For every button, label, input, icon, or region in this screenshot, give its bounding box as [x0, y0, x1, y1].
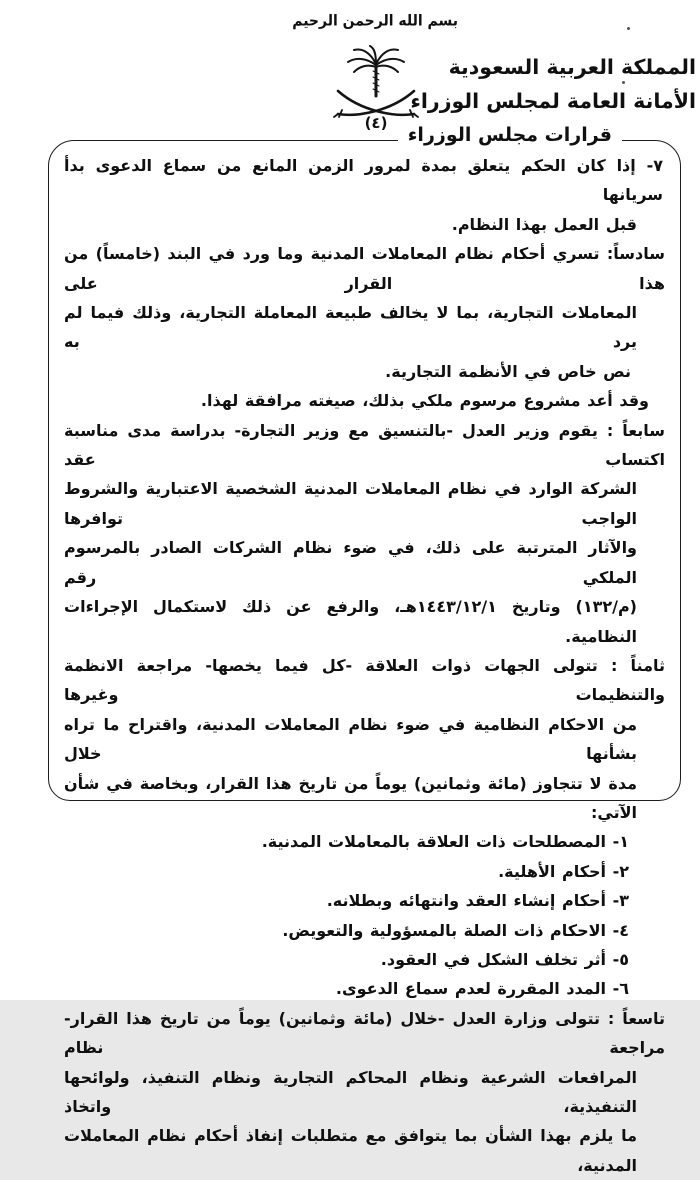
header-org-block: [410, 50, 696, 118]
doc-line: مدة لا تتجاوز (مائة وثمانين) يوماً من تاريخ هذا القرار، وبخاصة في شأن الآتي:: [64, 773, 637, 822]
section-title-calligraphy: قرارات مجلس الوزراء: [398, 124, 622, 146]
doc-line: ما يلزم بهذا الشأن بما يتوافق مع متطلبات إنفاذ أحكام نظام المعاملات المدنية،: [64, 1126, 637, 1175]
scan-speck: [627, 27, 630, 30]
doc-line: نص خاص في الأنظمة التجارية.: [385, 361, 631, 381]
page-number: (٤): [364, 114, 388, 132]
doc-line: الشركة الوارد في نظام المعاملات المدنية الشخصية الاعتبارية والشروط الواجب توافرها: [64, 479, 637, 528]
doc-line: المرافعات الشرعية ونظام المحاكم التجارية ونظام التنفيذ، ولوائحها التنفيذية، واتخاذ: [64, 1067, 637, 1116]
doc-line: ٢- أحكام الأهلية.: [498, 861, 629, 881]
doc-line: تاسعاً : تتولى وزارة العدل -خلال (مائة وثمانين) يوماً من تاريخ هذا القرار- مراجعة نظام: [64, 1008, 665, 1058]
doc-line: ٥- أثر تخلف الشكل في العقود.: [380, 949, 629, 969]
doc-line: المعاملات التجارية، بما لا يخالف طبيعة المعاملة التجارية، وذلك فيما لم يرد به: [64, 303, 637, 352]
doc-line: ٤- الاحكام ذات الصلة بالمسؤولية والتعويض.: [282, 920, 629, 940]
doc-line: من الاحكام النظامية في ضوء نظام المعاملات المدنية، واقتراح ما تراه بشأنها خلال: [64, 714, 637, 764]
doc-line: وقد أعد مشروع مرسوم ملكي بذلك، صيغته مرافقة لهذا.: [200, 391, 649, 411]
doc-line: سابعاً : يقوم وزير العدل -بالتنسيق مع وزير التجارة- بدراسة مدى مناسبة اكتساب عقد: [64, 420, 665, 470]
doc-line: ٦- المدد المقررة لعدم سماع الدعوى.: [335, 979, 629, 999]
bismillah-calligraphy: بسم الله الرحمن الرحيم: [292, 12, 458, 30]
doc-line: ٣- أحكام إنشاء العقد وانتهائه وبطلانه.: [326, 891, 629, 911]
doc-line: (م/١٣٢) وتاريخ ١٤٤٣/١٢/١هـ، والرفع عن ذلك لاستكمال الإجراءات النظامية.: [64, 597, 637, 646]
resolution-text-box: [48, 124, 681, 1175]
doc-line: والآثار المترتبة على ذلك، في ضوء نظام الشركات الصادر بالمرسوم الملكي رقم: [64, 538, 637, 587]
doc-line: سادساً: تسري أحكام نظام المعاملات المدنية وما ورد في البند (خامساً) من هذا القرار على: [64, 244, 665, 293]
doc-line: ٧- إذا كان الحكم يتعلق بمدة لمرور الزمن المانع من سماع الدعوى بدأ سريانها: [64, 156, 663, 205]
doc-line: ١- المصطلحات ذات العلاقة بالمعاملات المدنية.: [261, 832, 629, 852]
kingdom-title: المملكة العربية السعودية: [448, 55, 696, 79]
doc-line: قبل العمل بهذا النظام.: [451, 214, 637, 234]
doc-line: ثامناً : تتولى الجهات ذوات العلاقة -كل فيما يخصها- مراجعة الانظمة والتنظيمات وغيرها: [64, 655, 665, 705]
secretariat-title: الأمانة العامة لمجلس الوزراء: [410, 89, 696, 113]
